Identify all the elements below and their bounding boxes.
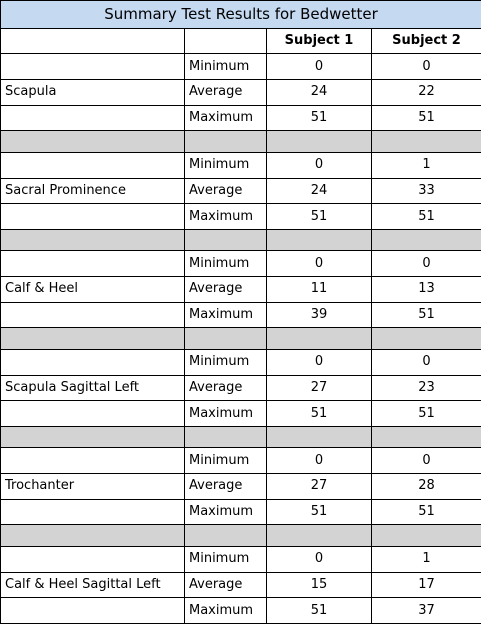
location-empty-cell bbox=[1, 546, 185, 572]
subject-2-value: 33 bbox=[372, 178, 481, 204]
subject-2-value: 28 bbox=[372, 474, 481, 500]
location-label: Trochanter bbox=[1, 474, 185, 500]
subject-1-value: 51 bbox=[267, 204, 372, 230]
subject-1-value: 11 bbox=[267, 277, 372, 303]
subject-2-value: 22 bbox=[372, 80, 481, 106]
subject-2-value: 0 bbox=[372, 251, 481, 277]
table-row bbox=[1, 572, 481, 598]
location-empty-cell bbox=[1, 105, 185, 131]
subject-2-value: 51 bbox=[372, 499, 481, 525]
subject-2-value: 0 bbox=[372, 349, 481, 375]
column-header-row bbox=[1, 28, 481, 54]
table-row bbox=[1, 474, 481, 500]
subject-2-value: 13 bbox=[372, 277, 481, 303]
subject-1-value: 27 bbox=[267, 375, 372, 401]
stat-label: Minimum bbox=[185, 152, 267, 178]
subject-1-value: 27 bbox=[267, 474, 372, 500]
stat-label: Minimum bbox=[185, 349, 267, 375]
separator-cell bbox=[267, 131, 372, 153]
subject-1-value: 51 bbox=[267, 401, 372, 427]
separator-cell bbox=[185, 328, 267, 350]
stat-label: Maximum bbox=[185, 302, 267, 328]
location-label: Calf & Heel Sagittal Left bbox=[1, 572, 185, 598]
stat-label: Average bbox=[185, 178, 267, 204]
subject-2-value: 0 bbox=[372, 448, 481, 474]
subject-2-value: 23 bbox=[372, 375, 481, 401]
subject-1-value: 51 bbox=[267, 598, 372, 624]
table-row bbox=[1, 448, 481, 474]
table-title-row bbox=[1, 1, 481, 29]
subject-1-value: 0 bbox=[267, 349, 372, 375]
table-row bbox=[1, 204, 481, 230]
column-header-subject-2: Subject 2 bbox=[372, 28, 481, 54]
subject-2-value: 51 bbox=[372, 302, 481, 328]
separator-cell bbox=[372, 328, 481, 350]
table-row bbox=[1, 178, 481, 204]
subject-1-value: 0 bbox=[267, 448, 372, 474]
separator-cell bbox=[267, 426, 372, 448]
header-empty-stat bbox=[185, 28, 267, 54]
separator-cell bbox=[372, 229, 481, 251]
location-empty-cell bbox=[1, 302, 185, 328]
subject-1-value: 51 bbox=[267, 499, 372, 525]
stat-label: Average bbox=[185, 277, 267, 303]
stat-label: Maximum bbox=[185, 401, 267, 427]
separator-cell bbox=[1, 229, 185, 251]
subject-1-value: 0 bbox=[267, 54, 372, 80]
location-empty-cell bbox=[1, 204, 185, 230]
location-empty-cell bbox=[1, 54, 185, 80]
location-empty-cell bbox=[1, 152, 185, 178]
group-separator-row bbox=[1, 525, 481, 547]
separator-cell bbox=[185, 229, 267, 251]
separator-cell bbox=[372, 426, 481, 448]
group-separator-row bbox=[1, 426, 481, 448]
group-separator-row bbox=[1, 229, 481, 251]
separator-cell bbox=[267, 328, 372, 350]
subject-2-value: 51 bbox=[372, 105, 481, 131]
table-row bbox=[1, 598, 481, 624]
separator-cell bbox=[1, 525, 185, 547]
table-row bbox=[1, 546, 481, 572]
header-empty-location bbox=[1, 28, 185, 54]
stat-label: Average bbox=[185, 572, 267, 598]
column-header-subject-1: Subject 1 bbox=[267, 28, 372, 54]
subject-1-value: 0 bbox=[267, 152, 372, 178]
subject-2-value: 51 bbox=[372, 204, 481, 230]
location-empty-cell bbox=[1, 448, 185, 474]
location-empty-cell bbox=[1, 499, 185, 525]
subject-1-value: 0 bbox=[267, 546, 372, 572]
location-empty-cell bbox=[1, 401, 185, 427]
table-row bbox=[1, 401, 481, 427]
separator-cell bbox=[185, 426, 267, 448]
subject-1-value: 24 bbox=[267, 178, 372, 204]
location-label: Sacral Prominence bbox=[1, 178, 185, 204]
subject-1-value: 39 bbox=[267, 302, 372, 328]
stat-label: Average bbox=[185, 474, 267, 500]
subject-1-value: 51 bbox=[267, 105, 372, 131]
stat-label: Minimum bbox=[185, 54, 267, 80]
group-separator-row bbox=[1, 131, 481, 153]
separator-cell bbox=[1, 328, 185, 350]
location-label: Calf & Heel bbox=[1, 277, 185, 303]
subject-2-value: 17 bbox=[372, 572, 481, 598]
stat-label: Maximum bbox=[185, 499, 267, 525]
table-row bbox=[1, 349, 481, 375]
location-label: Scapula Sagittal Left bbox=[1, 375, 185, 401]
separator-cell bbox=[1, 131, 185, 153]
location-label: Scapula bbox=[1, 80, 185, 106]
stat-label: Average bbox=[185, 80, 267, 106]
stat-label: Maximum bbox=[185, 598, 267, 624]
stat-label: Maximum bbox=[185, 204, 267, 230]
subject-2-value: 51 bbox=[372, 401, 481, 427]
subject-2-value: 37 bbox=[372, 598, 481, 624]
stat-label: Minimum bbox=[185, 251, 267, 277]
separator-cell bbox=[1, 426, 185, 448]
stat-label: Minimum bbox=[185, 448, 267, 474]
separator-cell bbox=[372, 525, 481, 547]
table-row bbox=[1, 277, 481, 303]
stat-label: Maximum bbox=[185, 105, 267, 131]
separator-cell bbox=[185, 131, 267, 153]
table-row bbox=[1, 375, 481, 401]
subject-1-value: 15 bbox=[267, 572, 372, 598]
stat-label: Minimum bbox=[185, 546, 267, 572]
subject-1-value: 24 bbox=[267, 80, 372, 106]
subject-1-value: 0 bbox=[267, 251, 372, 277]
location-empty-cell bbox=[1, 251, 185, 277]
subject-2-value: 0 bbox=[372, 54, 481, 80]
table-row bbox=[1, 152, 481, 178]
table-row bbox=[1, 302, 481, 328]
group-separator-row bbox=[1, 328, 481, 350]
table-row bbox=[1, 80, 481, 106]
table-row bbox=[1, 105, 481, 131]
separator-cell bbox=[267, 525, 372, 547]
separator-cell bbox=[185, 525, 267, 547]
table-row bbox=[1, 54, 481, 80]
table-row bbox=[1, 499, 481, 525]
subject-2-value: 1 bbox=[372, 152, 481, 178]
location-empty-cell bbox=[1, 349, 185, 375]
location-empty-cell bbox=[1, 598, 185, 624]
separator-cell bbox=[267, 229, 372, 251]
table-row bbox=[1, 251, 481, 277]
subject-2-value: 1 bbox=[372, 546, 481, 572]
separator-cell bbox=[372, 131, 481, 153]
table-title: Summary Test Results for Bedwetter bbox=[1, 1, 481, 29]
stat-label: Average bbox=[185, 375, 267, 401]
